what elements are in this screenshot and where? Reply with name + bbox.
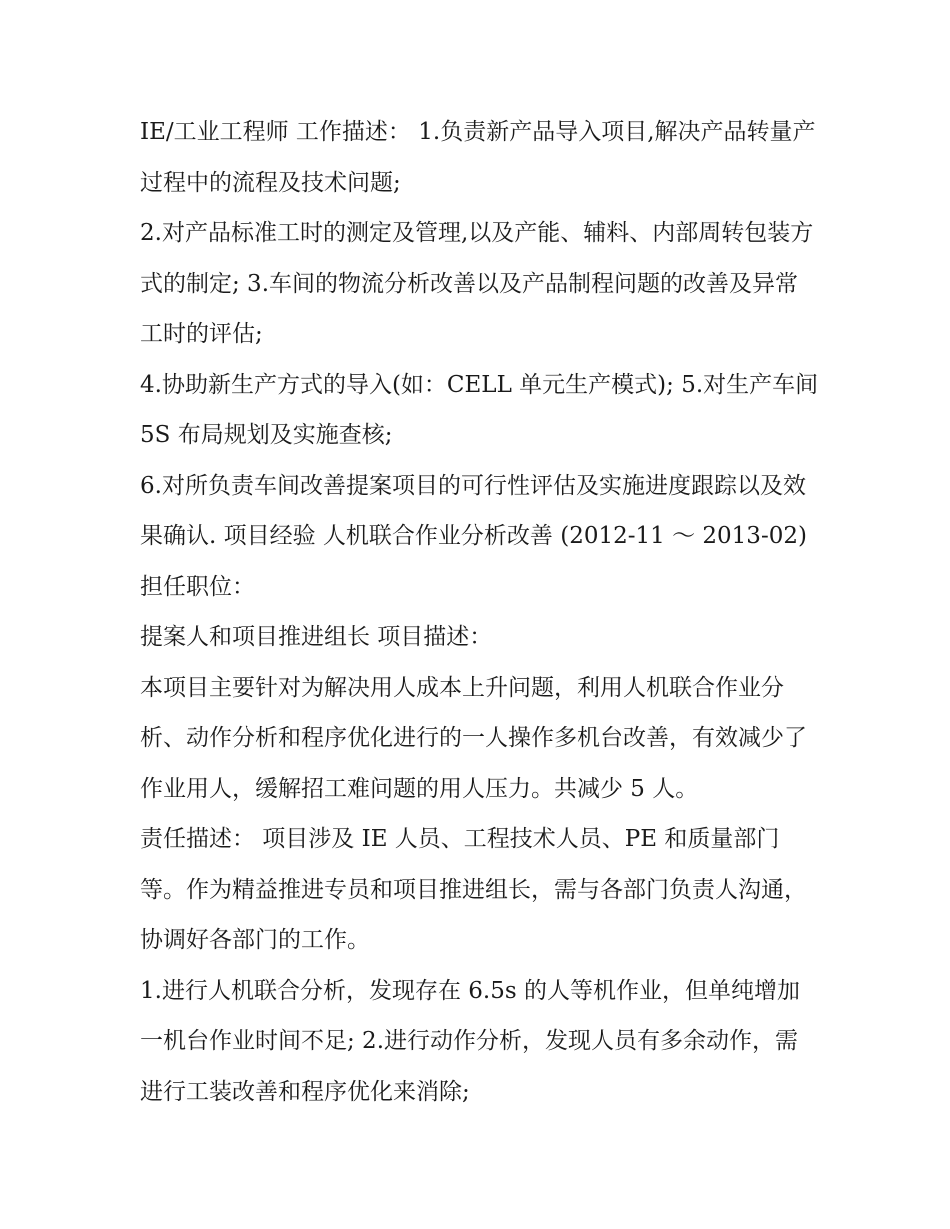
- paragraph-role: 提案人和项目推进组长 项目描述：: [140, 624, 493, 650]
- paragraph-job-description: IE/工业工程师 工作描述： 1.负责新产品导入项目,解决产品转量产过程中的流程及技术问题;: [140, 119, 816, 196]
- paragraph-production-mode: 4.协助新生产方式的导入(如：CELL 单元生产模式); 5.对生产车间 5S 布局规划及实施查核;: [140, 371, 826, 448]
- paragraph-analysis-steps: 1.进行人机联合分析，发现存在 6.5s 的人等机作业，但单纯增加一机台作业时间不足; 2.进行动作分析，发现人员有多余动作，需进行工装改善和程序优化来消除;: [140, 977, 800, 1105]
- paragraph-responsibility: 责任描述： 项目涉及 IE 人员、工程技术人员、PE 和质量部门等。作为精益推进专员和项目推进组长，需与各部门负责人沟通，协调好各部门的工作。: [140, 826, 807, 953]
- document-body: [140, 107, 826, 1117]
- paragraph-project-experience: 6.对所负责车间改善提案项目的可行性评估及实施进度跟踪以及效果确认. 项目经验 人机联合作业分析改善 (2012-11 ～ 2013-02) 担任职位：: [140, 472, 815, 600]
- paragraph-project-description: 本项目主要针对为解决用人成本上升问题，利用人机联合作业分析、动作分析和程序优化进行的一人操作多机台改善，有效减少了作业用人，缓解招工难问题的用人压力。共减少 5 人。: [140, 674, 807, 802]
- paragraph-standard-time: 2.对产品标准工时的测定及管理,以及产能、辅料、内部周转包装方式的制定; 3.车间的物流分析改善以及产品制程问题的改善及异常工时的评估;: [140, 220, 814, 347]
